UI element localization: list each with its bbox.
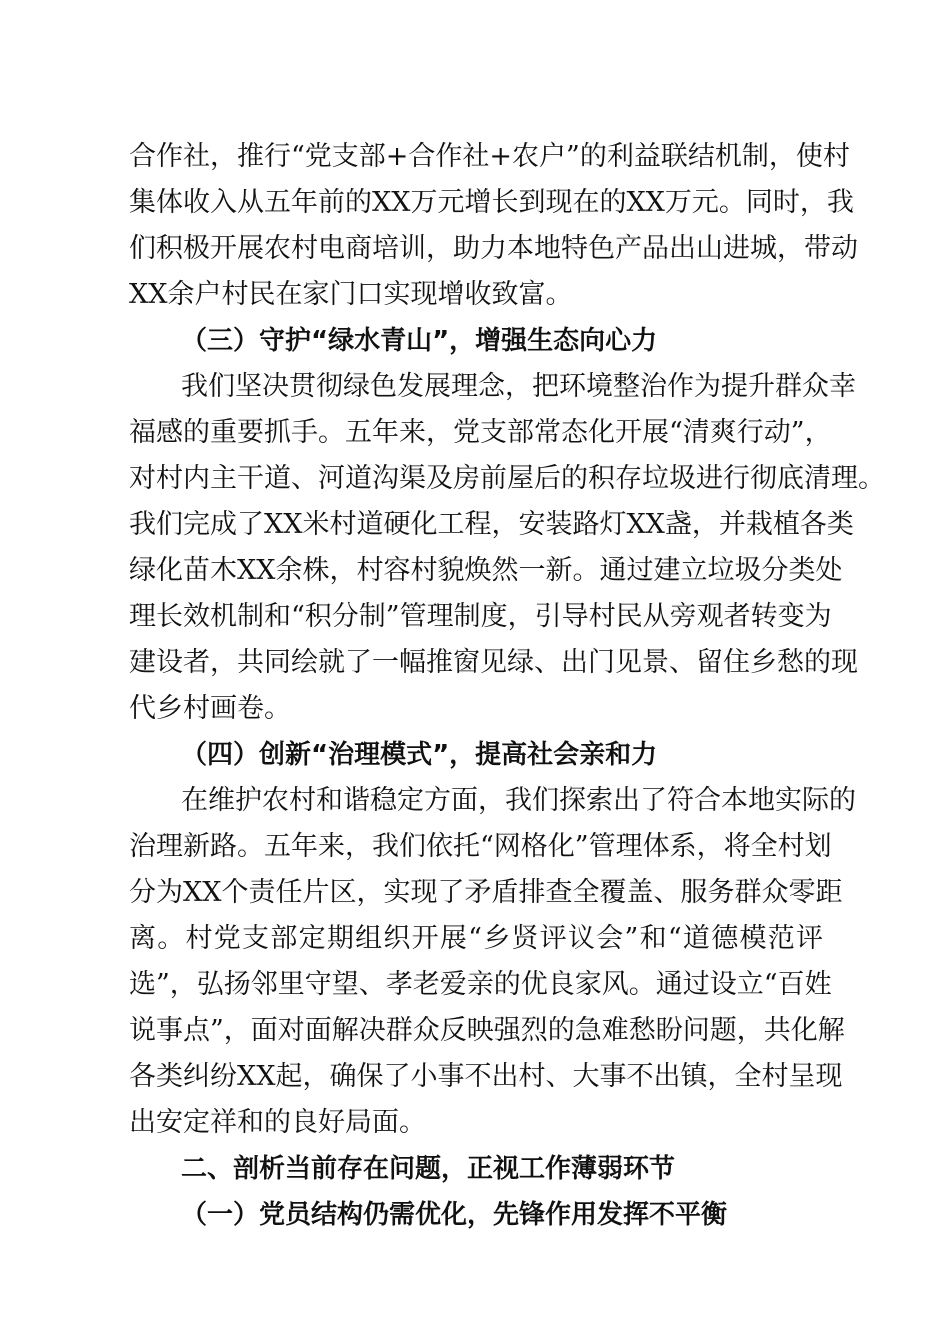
section-heading-4: （四）创新“治理模式”，提高社会亲和力 [181, 740, 658, 770]
paragraph-line: 我们完成了XX米村道硬化工程，安装路灯XX盏，并栽植各类 [129, 509, 854, 540]
paragraph-line: 合作社，推行“党支部+合作社+农户”的利益联结机制，使村 [129, 141, 850, 172]
paragraph-line: 各类纠纷XX起，确保了小事不出村、大事不出镇，全村呈现 [129, 1061, 843, 1092]
paragraph-line: 选”，弘扬邻里守望、孝老爱亲的优良家风。通过设立“百姓 [129, 969, 832, 1000]
paragraph-line: 绿化苗木XX余株，村容村貌焕然一新。通过建立垃圾分类处 [129, 555, 843, 586]
paragraph-line: 我们坚决贯彻绿色发展理念，把环境整治作为提升群众幸 [181, 371, 856, 402]
paragraph-line: 分为XX个责任片区，实现了矛盾排查全覆盖、服务群众零距 [129, 877, 843, 908]
section-heading-3: （三）守护“绿水青山”，增强生态向心力 [181, 326, 658, 356]
paragraph-line: 离。村党支部定期组织开展“乡贤评议会”和“道德模范评 [129, 923, 823, 954]
paragraph-line: 对村内主干道、河道沟渠及房前屋后的积存垃圾进行彻底清理。 [129, 463, 885, 494]
paragraph-line: 理长效机制和“积分制”管理制度，引导村民从旁观者转变为 [129, 601, 832, 632]
paragraph-line: 在维护农村和谐稳定方面，我们探索出了符合本地实际的 [181, 785, 856, 816]
paragraph-line: 治理新路。五年来，我们依托“网格化”管理体系，将全村划 [129, 831, 832, 862]
chapter-heading-2: 二、剖析当前存在问题，正视工作薄弱环节 [181, 1154, 676, 1184]
paragraph-line: 集体收入从五年前的XX万元增长到现在的XX万元。同时，我 [129, 187, 854, 218]
paragraph-line: 说事点”，面对面解决群众反映强烈的急难愁盼问题，共化解 [129, 1015, 845, 1046]
paragraph-line: 代乡村画卷。 [129, 693, 291, 724]
subsection-heading-1: （一）党员结构仍需优化，先锋作用发挥不平衡 [181, 1200, 728, 1230]
paragraph-line: 出安定祥和的良好局面。 [129, 1107, 426, 1138]
paragraph-line: XX余户村民在家门口实现增收致富。 [129, 279, 573, 310]
paragraph-line: 建设者，共同绘就了一幅推窗见绿、出门见景、留住乡愁的现 [129, 647, 858, 678]
paragraph-line: 们积极开展农村电商培训，助力本地特色产品出山进城，带动 [129, 233, 858, 264]
paragraph-line: 福感的重要抓手。五年来，党支部常态化开展“清爽行动”， [129, 417, 832, 448]
